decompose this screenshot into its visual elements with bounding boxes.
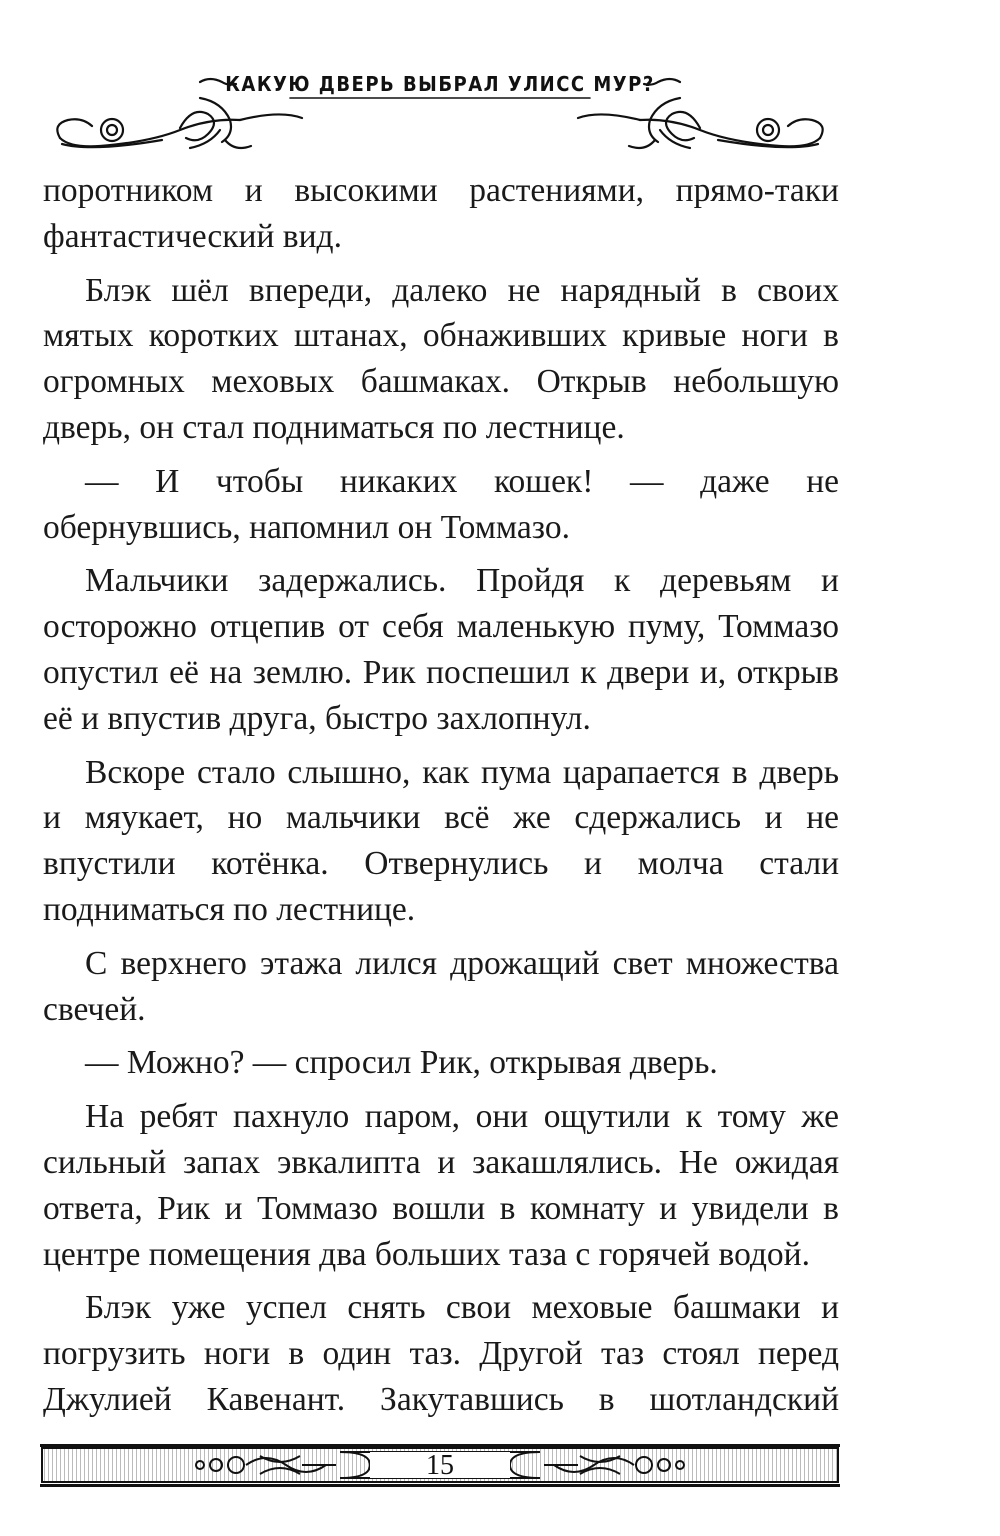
paragraph: — Можно? — спросил Рик, открывая дверь. [85, 1044, 718, 1082]
paragraph: Блэк уже успел снять свои меховые башмаки и погрузить ноги в один таз. Другой таз стоял перед Джулией Кавенант. Закутавшись в шотландский [43, 1289, 839, 1418]
running-header-title: КАКУЮ ДВЕРЬ ВЫБРАЛ УЛИСС МУР? [225, 72, 655, 96]
paragraph: С верхнего этажа лился дрожащий свет множества свечей. [43, 944, 839, 1028]
paragraph: На ребят пахнуло паром, они ощутили к тому же сильный запах эвкалипта и закашлялись. Не ожидая ответа, Рик и Томмазо вошли в комнату и увидели в центре помещения два больших таза с горячей водой. [43, 1098, 839, 1273]
running-header [40, 58, 840, 168]
body-text [43, 168, 839, 1423]
paragraph: Вскоре стало слышно, как пума царапается в дверь и мяукает, но мальчики всё же сдержались и не впустили котёнка. Отвернулись и молча стали подниматься по лестнице. [43, 753, 839, 928]
page-number: 15 [426, 1450, 454, 1481]
paragraph: Мальчики задержались. Пройдя к деревьям и осторожно отцепив от себя маленькую пуму, Томмазо опустил её на землю. Рик поспешил к двери и, открыв её и впустив друга, быстро захлопнул. [43, 562, 839, 737]
paragraph: поротником и высокими растениями, прямо-таки фантастический вид. [43, 172, 839, 255]
running-footer [40, 1444, 840, 1490]
paragraph: — И чтобы никаких кошек! — даже не обернувшись, напомнил он Томмазо. [43, 462, 839, 546]
paragraph: Блэк шёл впереди, далеко не нарядный в своих мятых коротких штанах, обнаживших кривые ноги в огромных меховых башмаках. Открыв небольшую дверь, он стал подниматься по лестнице. [43, 271, 839, 446]
